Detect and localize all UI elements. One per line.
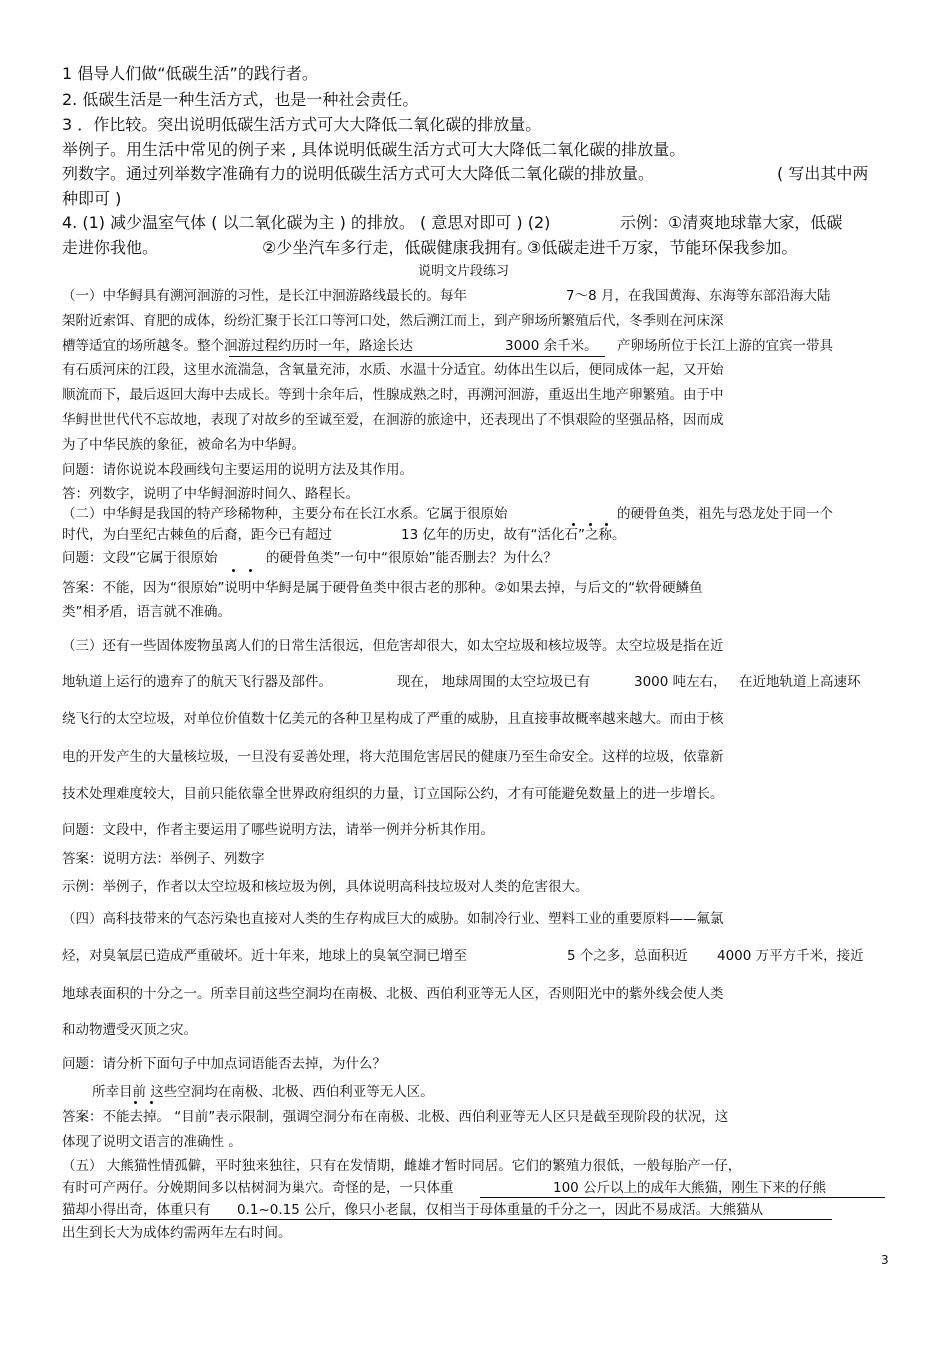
p3-question: 问题：文段中，作者主要运用了哪些说明方法，请举一例并分析其作用。 (62, 822, 494, 838)
p1-answer: 答：列数字，说明了中华鲟洄游时间久、路程长。 (62, 486, 359, 502)
underline-p1 (229, 356, 605, 357)
emphasis-dot (589, 523, 592, 526)
answer-line-5: 列数字。通过列举数字准确有力的说明低碳生活方式可大大降低二氧化碳的排放量。 (62, 164, 655, 183)
p1-line-3c: 产卵场所位于长江上游的宜宾一带具 (617, 338, 833, 354)
p3-answer: 答案：说明方法：举例子、列数字 (62, 851, 265, 867)
p5-line-3a: 猫却小得出奇，体重只有 (62, 1202, 211, 1218)
emphasis-dot (605, 523, 608, 526)
emphasis-dot (572, 523, 575, 526)
p3-line-2b: 现在， 地球周围的太空垃圾已有 (397, 674, 591, 690)
p4-line-4: 和动物遭受灭顶之灾。 (62, 1022, 197, 1038)
p1-line-5: 顺流而下，最后返回大海中去成长。等到十余年后，性腺成熟之时，再溯河洄游，重返出生地产卵繁殖。由于中 (62, 387, 724, 403)
p2-answer-1: 答案：不能，因为“很原始”说明中华鲟是属于硬骨鱼类中很古老的那种。②如果去掉，与后文的“软骨硬鳞鱼 (62, 580, 703, 596)
p2-line-1b: 的硬骨鱼类，祖先与恐龙处于同一个 (617, 506, 833, 522)
p4-line-1: （四）高科技带来的气态污染也直接对人类的生存构成巨大的威胁。如制冷行业、塑料工业的重要原料——氟氯 (62, 911, 724, 927)
emphasis-dot (249, 569, 252, 572)
p2-answer-2: 类”相矛盾，语言就不准确。 (62, 604, 231, 620)
p2-line-1a: （二）中华鲟是我国的特产珍稀物种，主要分布在长江水系。它属于很原始 (62, 506, 508, 522)
p4-answer-1: 答案：不能去掉。 “目前”表示限制，强调空洞分布在南极、北极、西伯利亚等无人区只是截至现阶段的状况，这 (62, 1109, 729, 1125)
emphasis-dot (150, 1101, 153, 1104)
answer-line-5-note: ( 写出其中两 (777, 164, 869, 183)
answer-line-8b: ②少坐汽车多行走，低碳健康我拥有。 (262, 238, 533, 257)
p5-line-3b: 0.1~0.15 公斤，像只小老鼠，仅相当于母体重量的千分之一，因此不易成活。大熊猫从 (237, 1202, 764, 1218)
p1-line-1a: （一）中华鲟具有溯河洄游的习性，是长江中洄游路线最长的。每年 (62, 288, 467, 304)
p5-line-4: 出生到长大为成体约需两年左右时间。 (62, 1225, 292, 1241)
p3-line-2d: 在近地轨道上高速环 (739, 674, 861, 690)
answer-line-7: 4. (1) 减少温室气体 ( 以二氧化碳为主 ) 的排放。 ( 意思对即可 ) (2) (62, 213, 551, 232)
p1-line-4: 有石质河床的江段，这里水流湍急，含氧量充沛，水质、水温十分适宜。幼体出生以后，便同成体一起，又开始 (62, 362, 724, 378)
p3-line-1: （三）还有一些固体废物虽离人们的日常生活很远，但危害却很大，如太空垃圾和核垃圾等。太空垃圾是指在近 (62, 638, 724, 654)
p2-question-a: 问题：文段“它属于很原始 (62, 550, 218, 566)
p3-line-5: 技术处理难度较大，目前只能依靠全世界政府组织的力量，订立国际公约，才有可能避免数量上的进一步增长。 (62, 786, 724, 802)
p5-line-2b: 100 公斤以上的成年大熊猫，刚生下来的仔熊 (553, 1180, 827, 1196)
answer-line-8c: ③低碳走进千万家，节能环保我参加。 (527, 238, 798, 257)
p3-line-2c: 3000 吨左右， (634, 674, 727, 690)
p1-line-2: 架附近索饵、育肥的成体，纷纷汇聚于长江口等河口处，然后溯江而上，到产卵场所繁殖后代，冬季则在河床深 (62, 313, 724, 329)
emphasis-dot (134, 1101, 137, 1104)
page-number: 3 (881, 1253, 889, 1267)
p5-line-2a: 有时可产两仔。分娩期间多以枯树洞为巢穴。奇怪的是，一只体重 (62, 1180, 454, 1196)
p4-answer-2: 体现了说明文语言的准确性 。 (62, 1134, 242, 1150)
answer-line-7-example: 示例：①清爽地球靠大家，低碳 (620, 213, 843, 232)
answer-line-2: 2. 低碳生活是一种生活方式，也是一种社会责任。 (62, 90, 419, 109)
p3-line-2a: 地轨道上运行的遗弃了的航天飞行器及部件。 (62, 674, 332, 690)
answer-line-1: 1 倡导人们做“低碳生活”的践行者。 (62, 64, 318, 83)
p1-line-3b: 3000 余千米。 (505, 338, 598, 354)
p4-line-2b: 5 个之多，总面积近 (567, 948, 688, 964)
p1-line-6: 华鲟世世代代不忘故地，表现了对故乡的至诚至爱，在洄游的旅途中，还表现出了不惧艰险的坚强品格，因而成 (62, 412, 724, 428)
p4-sentence: 所幸目前 这些空洞均在南极、北极、西伯利亚等无人区。 (92, 1084, 434, 1100)
p4-question: 问题：请分析下面句子中加点词语能否去掉，为什么？ (62, 1056, 386, 1072)
p3-example: 示例：举例子，作者以太空垃圾和核垃圾为例，具体说明高科技垃圾对人类的危害很大。 (62, 879, 589, 895)
answer-line-4: 举例子。用生活中常见的例子来 , 具体说明低碳生活方式可大大降低二氧化碳的排放量。 (62, 140, 686, 159)
section-title: 说明文片段练习 (418, 264, 510, 279)
p1-line-3a: 槽等适宜的场所越冬。整个洄游过程约历时一年，路途长达 (62, 338, 413, 354)
p1-line-7: 为了中华民族的象征，被命名为中华鲟。 (62, 437, 305, 453)
p1-question: 问题：请你说说本段画线句主要运用的说明方法及其作用。 (62, 462, 413, 478)
p4-line-2c: 4000 万平方千米，接近 (717, 948, 864, 964)
p4-line-3: 地球表面积的十分之一。所幸目前这些空洞均在南极、北极、西伯利亚等无人区，否则阳光中的紫外线会使人类 (62, 986, 724, 1002)
p3-line-4: 电的开发产生的大量核垃圾，一旦没有妥善处理，将大范围危害居民的健康乃至生命安全。这样的垃圾，依靠新 (62, 749, 724, 765)
p4-line-2a: 烃，对臭氧层已造成严重破坏。近十年来，地球上的臭氧空洞已增至 (62, 948, 467, 964)
p2-line-2b: 13 亿年的历史，故有“活化石”之称。 (401, 527, 626, 543)
p2-line-2a: 时代，为白垩纪古棘鱼的后裔，距今已有超过 (62, 527, 332, 543)
p5-line-1: （五） 大熊猫性情孤僻，平时独来独往，只有在发情期，雌雄才暂时同居。它们的繁殖力很低，一般每胎产一仔， (62, 1158, 742, 1174)
underline-p5-2 (62, 1219, 832, 1220)
emphasis-dot (232, 569, 235, 572)
p2-question-b: 的硬骨鱼类”一句中“很原始”能否删去？为什么？ (266, 550, 557, 566)
answer-line-6: 种即可 ) (62, 189, 122, 208)
p3-line-3: 绕飞行的太空垃圾，对单位价值数十亿美元的各种卫星构成了严重的威胁，且直接事故概率越来越大。而由于核 (62, 711, 724, 727)
answer-line-8a: 走进你我他。 (62, 238, 159, 257)
underline-p5-1 (480, 1197, 885, 1198)
p1-line-1b: 7～8 月，在我国黄海、东海等东部沿海大陆 (566, 288, 831, 304)
answer-line-3: 3 ．作比较。突出说明低碳生活方式可大大降低二氧化碳的排放量。 (62, 115, 542, 134)
